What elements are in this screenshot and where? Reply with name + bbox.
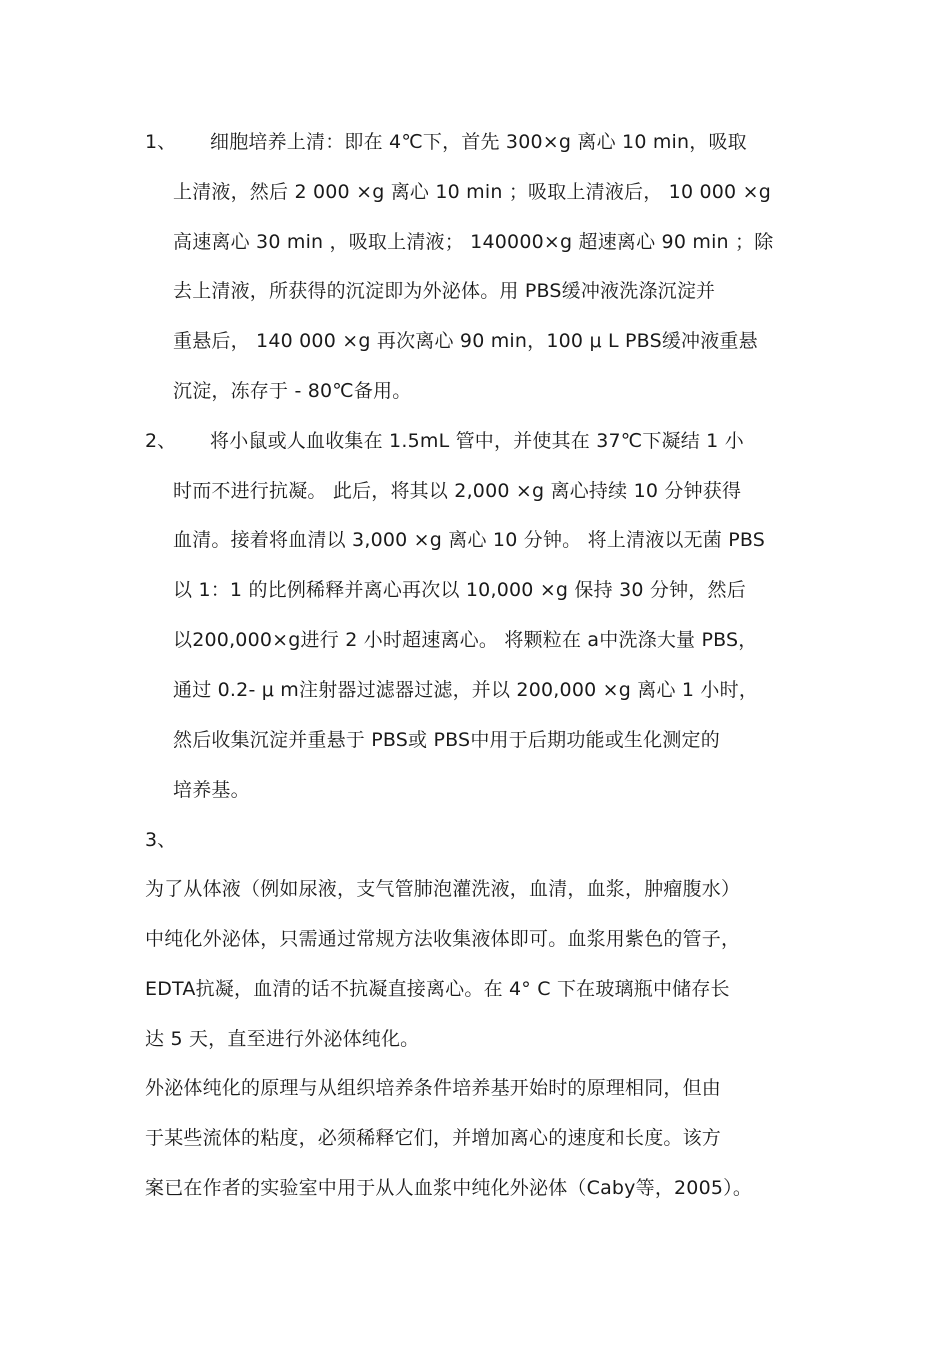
section-3-line-6: 于某些流体的粘度，必须稀释它们，并增加离心的速度和长度。该方 [145,1127,722,1149]
section-3-line-1: 为了从体液（例如尿液，支气管肺泡灌洗液，血清，血浆，肿瘤腹水） [145,878,741,900]
section-2-line-6: 通过 0.2- μ m注射器过滤器过滤，并以 200,000 ×g 离心 1 小时， [173,679,759,701]
section-1-line-5: 重悬后， 140 000 ×g 再次离心 90 min，100 μ L PBS缓冲液重悬 [173,330,758,352]
section-2-line-3: 血清。接着将血清以 3,000 ×g 离心 10 分钟。 将上清液以无菌 PBS [173,529,766,551]
section-2-line-4: 以 1：1 的比例稀释并离心再次以 10,000 ×g 保持 30 分钟，然后 [173,579,746,601]
section-1-line-2: 上清液，然后 2 000 ×g 离心 10 min ；吸取上清液后， 10 000 ×g [173,181,771,203]
section-3-line-7: 案已在作者的实验室中用于从人血浆中纯化外泌体（Caby等，2005）。 [145,1177,753,1199]
section-2-line-1: 将小鼠或人血收集在 1.5mL 管中，并使其在 37℃下凝结 1 小 [210,430,744,452]
section-1-line-3: 高速离心 30 min ，吸取上清液； 140000×g 超速离心 90 min ；除 [173,231,774,253]
section-1-line-4: 去上清液，所获得的沉淀即为外泌体。用 PBS缓冲液洗涤沉淀并 [173,280,716,302]
section-2-line-5: 以200,000×g进行 2 小时超速离心。 将颗粒在 a中洗涤大量 PBS， [173,629,758,651]
section-2-line-7: 然后收集沉淀并重悬于 PBS或 PBS中用于后期功能或生化测定的 [173,729,720,751]
section-3-line-4: 达 5 天，直至进行外泌体纯化。 [145,1028,420,1050]
section-3-line-3: EDTA抗凝，血清的话不抗凝直接离心。在 4° C 下在玻璃瓶中储存长 [145,978,730,1000]
section-2-line-2: 时而不进行抗凝。 此后，将其以 2,000 ×g 离心持续 10 分钟获得 [173,480,742,502]
section-3-line-5: 外泌体纯化的原理与从组织培养条件培养基开始时的原理相同，但由 [145,1077,722,1099]
section-1-line-1: 细胞培养上清：即在 4℃下，首先 300×g 离心 10 min，吸取 [210,131,747,153]
section-1-number: 1、 [145,131,177,153]
section-2-number: 2、 [145,430,177,452]
section-2-line-8: 培养基。 [173,779,250,801]
section-3-line-2: 中纯化外泌体，只需通过常规方法收集液体即可。血浆用紫色的管子， [145,928,741,950]
section-3-number: 3、 [145,829,177,851]
section-1-line-6: 沉淀，冻存于 - 80℃备用。 [173,380,412,402]
